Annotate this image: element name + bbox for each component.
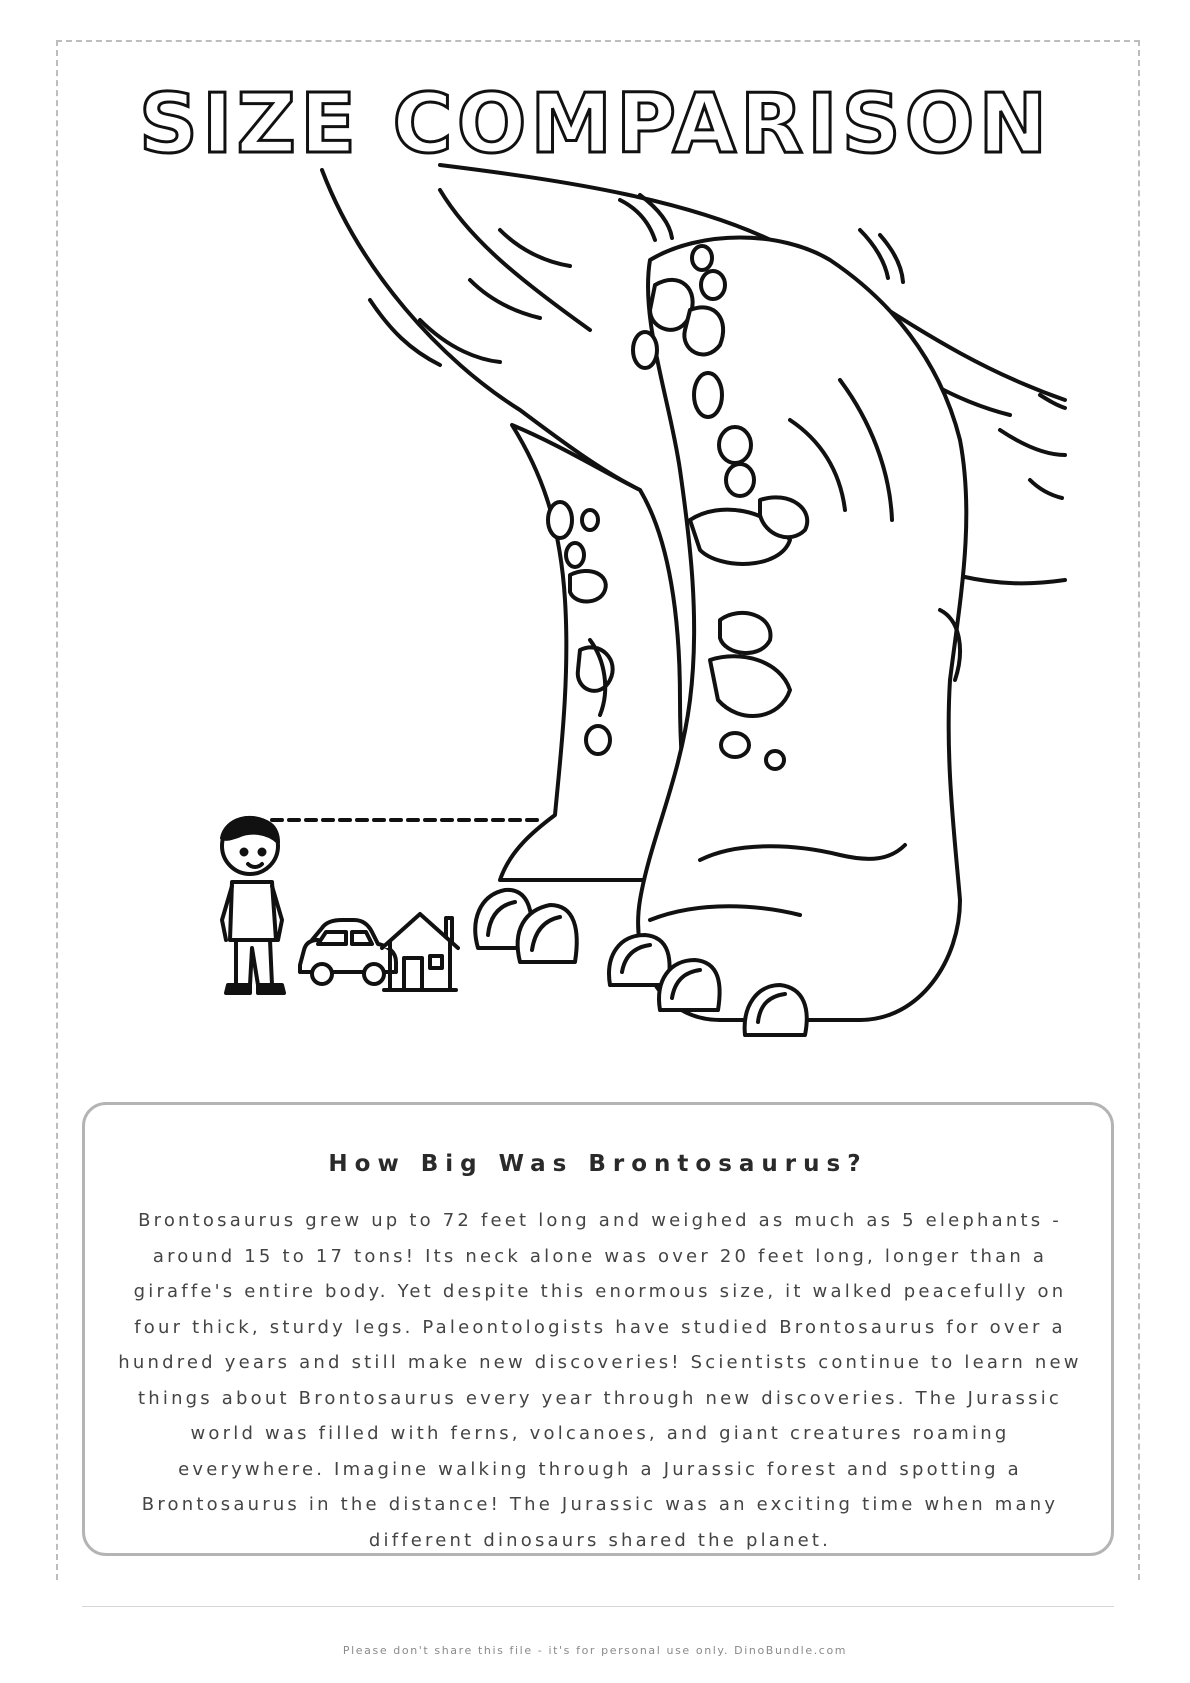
car-figure: [300, 920, 396, 984]
boy-figure: [222, 818, 284, 993]
page-title: SIZE COMPARISON: [138, 77, 1052, 172]
info-heading: How Big Was Brontosaurus?: [328, 1151, 868, 1177]
info-body-text: Brontosaurus grew up to 72 feet long and weighed as much as 5 elephants - around 15 to 17 tons! Its neck alone was over 20 feet long, longer than a giraffe's entire body. Yet despite this enormous size, it walked peacefully on four thick, sturdy legs. Paleontologists have studied Brontosaurus for over a hundred years and still make new discoveries! Scientists continue to learn new things about Brontosaurus every year through new discoveries. The Jurassic world was filled with ferns, volcanoes, and giant creatures roaming everywhere. Imagine walking through a Jurassic forest and spotting a Brontosaurus in the distance! The Jurassic was an exciting time when many different dinosaurs shared the planet.: [118, 1210, 1082, 1551]
footer-note: Please don't share this file - it's for personal use only. DinoBundle.com: [342, 1644, 848, 1657]
dinosaur-tail: [322, 170, 640, 490]
info-box: [82, 1102, 1114, 1556]
dinosaur-front-leg: [633, 238, 966, 1021]
footer-divider: [82, 1606, 1114, 1607]
size-comparison-illustration: [180, 160, 1080, 1060]
